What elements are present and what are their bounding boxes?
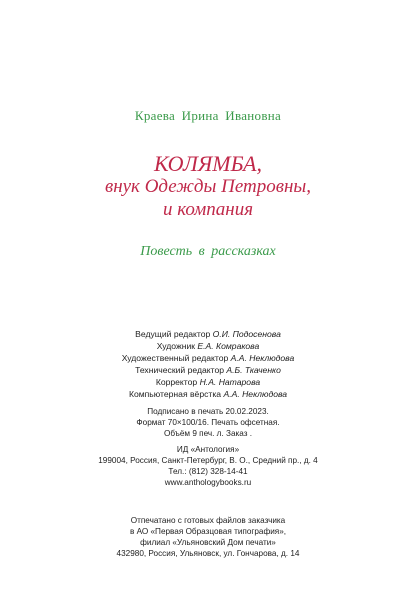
credit-name: А.А. Неклюдова: [230, 353, 295, 363]
credit-row: [0, 352, 416, 364]
printing-line-1: Отпечатано с готовых файлов заказчика: [130, 516, 286, 525]
credit-name: О.И. Подосенова: [212, 329, 281, 339]
credit-name: А.Б. Ткаченко: [226, 365, 281, 375]
credit-row: [0, 340, 416, 352]
credit-name: А.А. Неклюдова: [223, 389, 288, 399]
title-line-3: и компания: [162, 199, 254, 220]
credit-name: Е.А. Комракова: [197, 341, 260, 351]
title-line-2: внук Одежды Петровны,: [104, 176, 312, 197]
publisher-phone: Тел.: (812) 328-14-41: [168, 467, 248, 476]
printing-line-2: в АО «Первая Образцовая типография»,: [129, 527, 287, 536]
credit-row: [0, 364, 416, 376]
credit-role: Технический редактор: [135, 365, 224, 375]
credit-role: Художественный редактор: [121, 353, 229, 363]
title-line-1: КОЛЯМБА,: [154, 151, 262, 176]
credit-name: Н.А. Натарова: [199, 377, 261, 387]
credit-role: Корректор: [155, 377, 198, 387]
printing-line-3: филиал «Ульяновский Дом печати»: [140, 538, 276, 547]
book-title: [0, 152, 416, 221]
volume-order: Объём 9 печ. л. Заказ .: [163, 429, 253, 438]
print-specs: [0, 406, 416, 439]
printing-house-info: [0, 515, 416, 559]
credit-role: Художник: [156, 341, 196, 351]
credit-role: Компьютерная вёрстка: [128, 389, 222, 399]
book-subtitle: Повесть в рассказках: [140, 244, 276, 259]
publisher-address: 199004, Россия, Санкт-Петербург, В. О., Средний пр., д. 4: [98, 456, 318, 465]
credit-row: [0, 376, 416, 388]
publisher-info: [0, 444, 416, 488]
signed-date: Подписано в печать 20.02.2023.: [147, 407, 269, 416]
format-spec: Формат 70×100/16. Печать офсетная.: [136, 418, 280, 427]
publisher-name: ИД «Антология»: [176, 445, 240, 454]
credits-list: [0, 328, 416, 400]
credit-row: [0, 388, 416, 400]
printing-line-4: 432980, Россия, Ульяновск, ул. Гончарова, д. 14: [116, 549, 300, 558]
author-name: Краева Ирина Ивановна: [134, 108, 282, 123]
credit-role: Ведущий редактор: [135, 329, 211, 339]
credit-row: [0, 328, 416, 340]
publisher-website: www.anthologybooks.ru: [164, 478, 252, 487]
